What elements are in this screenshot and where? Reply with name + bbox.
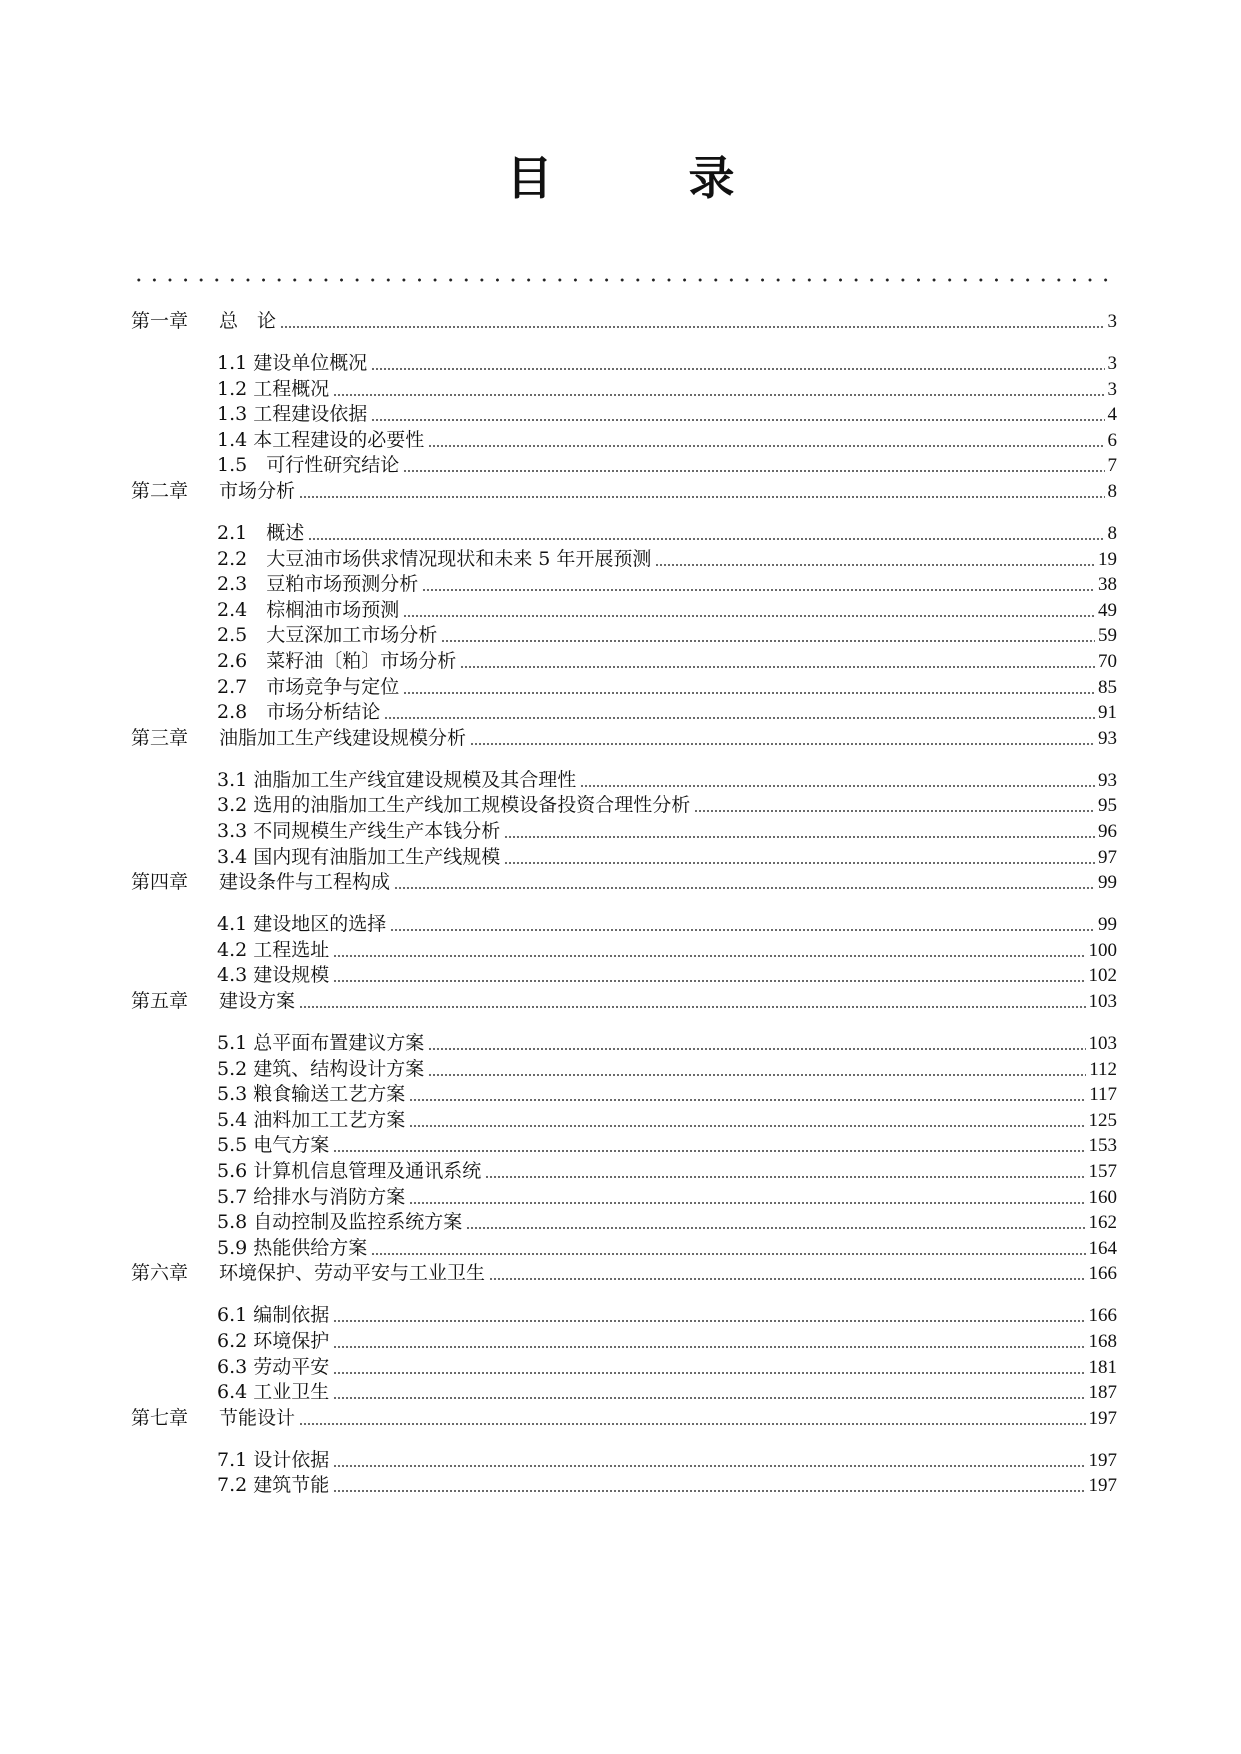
chapter-title: 建设条件与工程构成 [219, 871, 391, 893]
page-number: 97 [1098, 847, 1117, 868]
dot-leader [394, 884, 1095, 892]
dot-leader [470, 740, 1095, 748]
page-number: 117 [1089, 1084, 1117, 1105]
toc-section-entry[interactable] [217, 767, 1117, 793]
toc-section-entry[interactable] [217, 1354, 1117, 1380]
section-title: 4.2 工程选址 [217, 939, 330, 961]
toc-section-entry[interactable] [217, 597, 1117, 623]
dot-leader [333, 952, 1085, 960]
toc-section-entry[interactable] [217, 818, 1117, 844]
page-number: 197 [1088, 1408, 1117, 1429]
page-number: 102 [1088, 965, 1117, 986]
toc-section-entry[interactable] [217, 1209, 1117, 1235]
page-number: 125 [1088, 1110, 1117, 1131]
dot-leader [333, 1369, 1085, 1377]
dot-leader [403, 467, 1104, 475]
section-title: 7.1 设计依据 [217, 1449, 330, 1471]
section-title: 7.2 建筑节能 [217, 1474, 330, 1496]
toc-section-entry[interactable] [217, 1030, 1117, 1056]
section-title: 2.3 豆粕市场预测分析 [217, 573, 419, 595]
toc-section-entry[interactable] [217, 1132, 1117, 1158]
page-number: 100 [1088, 940, 1117, 961]
dot-leader [409, 1199, 1085, 1207]
chapter-title: 建设方案 [219, 990, 296, 1012]
toc-chapter-entry[interactable] [131, 478, 1117, 504]
chapter-title: 节能设计 [219, 1407, 296, 1429]
section-title: 1.3 工程建设依据 [217, 403, 368, 425]
page-title: 目 录 [506, 151, 795, 205]
section-title: 3.1 油脂加工生产线宜建设规模及其合理性 [217, 769, 577, 791]
section-title: 1.1 建设单位概况 [217, 352, 368, 374]
dot-leader [504, 859, 1095, 867]
dot-leader [333, 1317, 1085, 1325]
dot-leader [485, 1173, 1085, 1181]
page-number: 3 [1107, 379, 1117, 400]
toc-section-entry[interactable] [217, 520, 1117, 546]
dot-leader [371, 365, 1104, 373]
dot-leader [299, 1003, 1085, 1011]
chapter-number: 第一章 [131, 310, 189, 332]
dot-leader [580, 782, 1095, 790]
section-title: 5.8 自动控制及监控系统方案 [217, 1211, 463, 1233]
toc-section-entry[interactable] [217, 962, 1117, 988]
dot-leader [441, 637, 1095, 645]
page-number: 8 [1107, 523, 1117, 544]
dot-leader [403, 689, 1095, 697]
section-title: 5.7 给排水与消防方案 [217, 1186, 406, 1208]
section-title: 3.4 国内现有油脂加工生产线规模 [217, 846, 501, 868]
toc-section-entry[interactable] [217, 1302, 1117, 1328]
section-title: 2.2 大豆油市场供求情况现状和未来 5 年开展预测 [217, 548, 652, 570]
page-number: 59 [1098, 625, 1117, 646]
page-number: 3 [1107, 353, 1117, 374]
toc-section-entry[interactable] [217, 571, 1117, 597]
toc-section-entry[interactable] [217, 452, 1117, 478]
toc-section-entry[interactable] [217, 1447, 1117, 1473]
chapter-title: 油脂加工生产线建设规模分析 [219, 727, 467, 749]
toc-section-entry[interactable] [217, 427, 1117, 453]
page-number: 4 [1107, 404, 1117, 425]
dot-leader [422, 586, 1095, 594]
page-number: 19 [1098, 549, 1117, 570]
toc-chapter-entry[interactable] [131, 988, 1117, 1014]
dot-leader [409, 1122, 1085, 1130]
section-title: 2.5 大豆深加工市场分析 [217, 624, 438, 646]
chapter-number: 第七章 [131, 1407, 189, 1429]
section-title: 6.2 环境保护 [217, 1330, 330, 1352]
chapter-number: 第五章 [131, 990, 189, 1012]
toc-section-entry[interactable] [217, 1235, 1117, 1261]
section-title: 2.4 棕榈油市场预测 [217, 599, 400, 621]
page-number: 99 [1098, 914, 1117, 935]
toc-section-entry[interactable] [217, 1328, 1117, 1354]
dot-leader [333, 1147, 1085, 1155]
dot-leader [333, 1343, 1085, 1351]
page-number: 93 [1098, 728, 1117, 749]
dot-leader [384, 714, 1095, 722]
page-number: 99 [1098, 872, 1117, 893]
page-number: 103 [1088, 991, 1117, 1012]
page-number: 197 [1088, 1450, 1117, 1471]
dot-leader [308, 535, 1104, 543]
page-number: 103 [1088, 1033, 1117, 1054]
section-title: 5.6 计算机信息管理及通讯系统 [217, 1160, 482, 1182]
page-number: 96 [1098, 821, 1117, 842]
section-title: 5.1 总平面布置建议方案 [217, 1032, 425, 1054]
dot-leader [299, 493, 1104, 501]
dot-leader [489, 1275, 1085, 1283]
page-number: 181 [1088, 1357, 1117, 1378]
dot-leader [694, 807, 1095, 815]
toc-section-entry[interactable] [217, 844, 1117, 870]
section-title: 4.3 建设规模 [217, 964, 330, 986]
toc-section-entry[interactable] [217, 1184, 1117, 1210]
dot-leader [333, 1487, 1085, 1495]
page-number: 187 [1088, 1382, 1117, 1403]
toc-section-entry[interactable] [217, 1056, 1117, 1082]
section-title: 2.6 菜籽油〔粕〕市场分析 [217, 650, 457, 672]
dot-leader [280, 323, 1104, 331]
section-title: 1.5 可行性研究结论 [217, 454, 400, 476]
page-number: 70 [1098, 651, 1117, 672]
section-title: 4.1 建设地区的选择 [217, 913, 387, 935]
toc-section-entry[interactable] [217, 401, 1117, 427]
section-title: 5.2 建筑、结构设计方案 [217, 1058, 425, 1080]
toc-section-entry[interactable] [217, 1379, 1117, 1405]
page-number: 112 [1089, 1059, 1117, 1080]
toc-section-entry[interactable] [217, 699, 1117, 725]
page-number: 49 [1098, 600, 1117, 621]
page-number: 166 [1088, 1263, 1117, 1284]
page-number: 38 [1098, 574, 1117, 595]
section-title: 5.5 电气方案 [217, 1134, 330, 1156]
page-number: 6 [1107, 430, 1117, 451]
dot-leader [333, 1462, 1085, 1470]
section-title: 2.7 市场竞争与定位 [217, 676, 400, 698]
section-title: 2.8 市场分析结论 [217, 701, 381, 723]
toc-section-entry[interactable] [217, 792, 1117, 818]
dot-leader [299, 1420, 1085, 1428]
chapter-number: 第四章 [131, 871, 189, 893]
chapter-title: 总 论 [219, 310, 277, 332]
page-number: 166 [1088, 1305, 1117, 1326]
toc-section-entry[interactable] [217, 546, 1117, 572]
toc-section-entry[interactable] [217, 937, 1117, 963]
toc-section-entry[interactable] [217, 1107, 1117, 1133]
page-number: 168 [1088, 1331, 1117, 1352]
dot-leader [333, 1394, 1085, 1402]
section-title: 3.3 不同规模生产线生产本钱分析 [217, 820, 501, 842]
toc-section-entry[interactable] [217, 376, 1117, 402]
dot-leader [466, 1224, 1085, 1232]
toc-section-entry[interactable] [217, 911, 1117, 937]
page-number: 3 [1107, 311, 1117, 332]
dot-leader [428, 1045, 1085, 1053]
page-number: 7 [1107, 455, 1117, 476]
page-number: 91 [1098, 702, 1117, 723]
toc-section-entry[interactable] [217, 1081, 1117, 1107]
page-number: 164 [1088, 1238, 1117, 1259]
section-title: 6.4 工业卫生 [217, 1381, 330, 1403]
toc-section-entry[interactable] [217, 648, 1117, 674]
toc-chapter-entry[interactable] [131, 308, 1117, 334]
dot-leader [460, 663, 1095, 671]
page-number: 162 [1088, 1212, 1117, 1233]
dot-leader [333, 391, 1104, 399]
dot-leader [371, 416, 1104, 424]
page-number: 93 [1098, 770, 1117, 791]
toc-chapter-entry[interactable] [131, 725, 1117, 751]
chapter-title: 市场分析 [219, 480, 296, 502]
toc-section-entry[interactable] [217, 622, 1117, 648]
dot-leader [428, 1071, 1086, 1079]
section-title: 1.2 工程概况 [217, 378, 330, 400]
dot-leader [390, 926, 1095, 934]
dot-leader [371, 1250, 1085, 1258]
page-number: 197 [1088, 1475, 1117, 1496]
page-number: 157 [1088, 1161, 1117, 1182]
dot-leader [409, 1096, 1086, 1104]
dot-leader [428, 442, 1104, 450]
section-title: 5.3 粮食输送工艺方案 [217, 1083, 406, 1105]
dot-leader [403, 612, 1095, 620]
chapter-title: 环境保护、劳动平安与工业卫生 [219, 1262, 486, 1284]
dot-leader [655, 561, 1095, 569]
dot-leader [504, 833, 1095, 841]
page-number: 8 [1107, 481, 1117, 502]
toc-section-entry[interactable] [217, 674, 1117, 700]
chapter-number: 第三章 [131, 727, 189, 749]
chapter-number: 第六章 [131, 1262, 189, 1284]
dot-leader [333, 977, 1085, 985]
toc-chapter-entry[interactable] [131, 869, 1117, 895]
toc-section-entry[interactable] [217, 1158, 1117, 1184]
section-title: 6.3 劳动平安 [217, 1356, 330, 1378]
toc-chapter-entry[interactable] [131, 1405, 1117, 1431]
chapter-number: 第二章 [131, 480, 189, 502]
section-title: 5.9 热能供给方案 [217, 1237, 368, 1259]
toc-section-entry[interactable] [217, 1472, 1117, 1498]
page-number: 95 [1098, 795, 1117, 816]
section-title: 1.4 本工程建设的必要性 [217, 429, 425, 451]
section-title: 6.1 编制依据 [217, 1304, 330, 1326]
page-number: 160 [1088, 1187, 1117, 1208]
section-title: 5.4 油料加工工艺方案 [217, 1109, 406, 1131]
toc-section-entry[interactable] [217, 350, 1117, 376]
page-number: 85 [1098, 677, 1117, 698]
section-title: 3.2 选用的油脂加工生产线加工规模设备投资合理性分析 [217, 794, 691, 816]
page-number: 153 [1088, 1135, 1117, 1156]
toc-chapter-entry[interactable] [131, 1260, 1117, 1286]
section-title: 2.1 概述 [217, 522, 305, 544]
